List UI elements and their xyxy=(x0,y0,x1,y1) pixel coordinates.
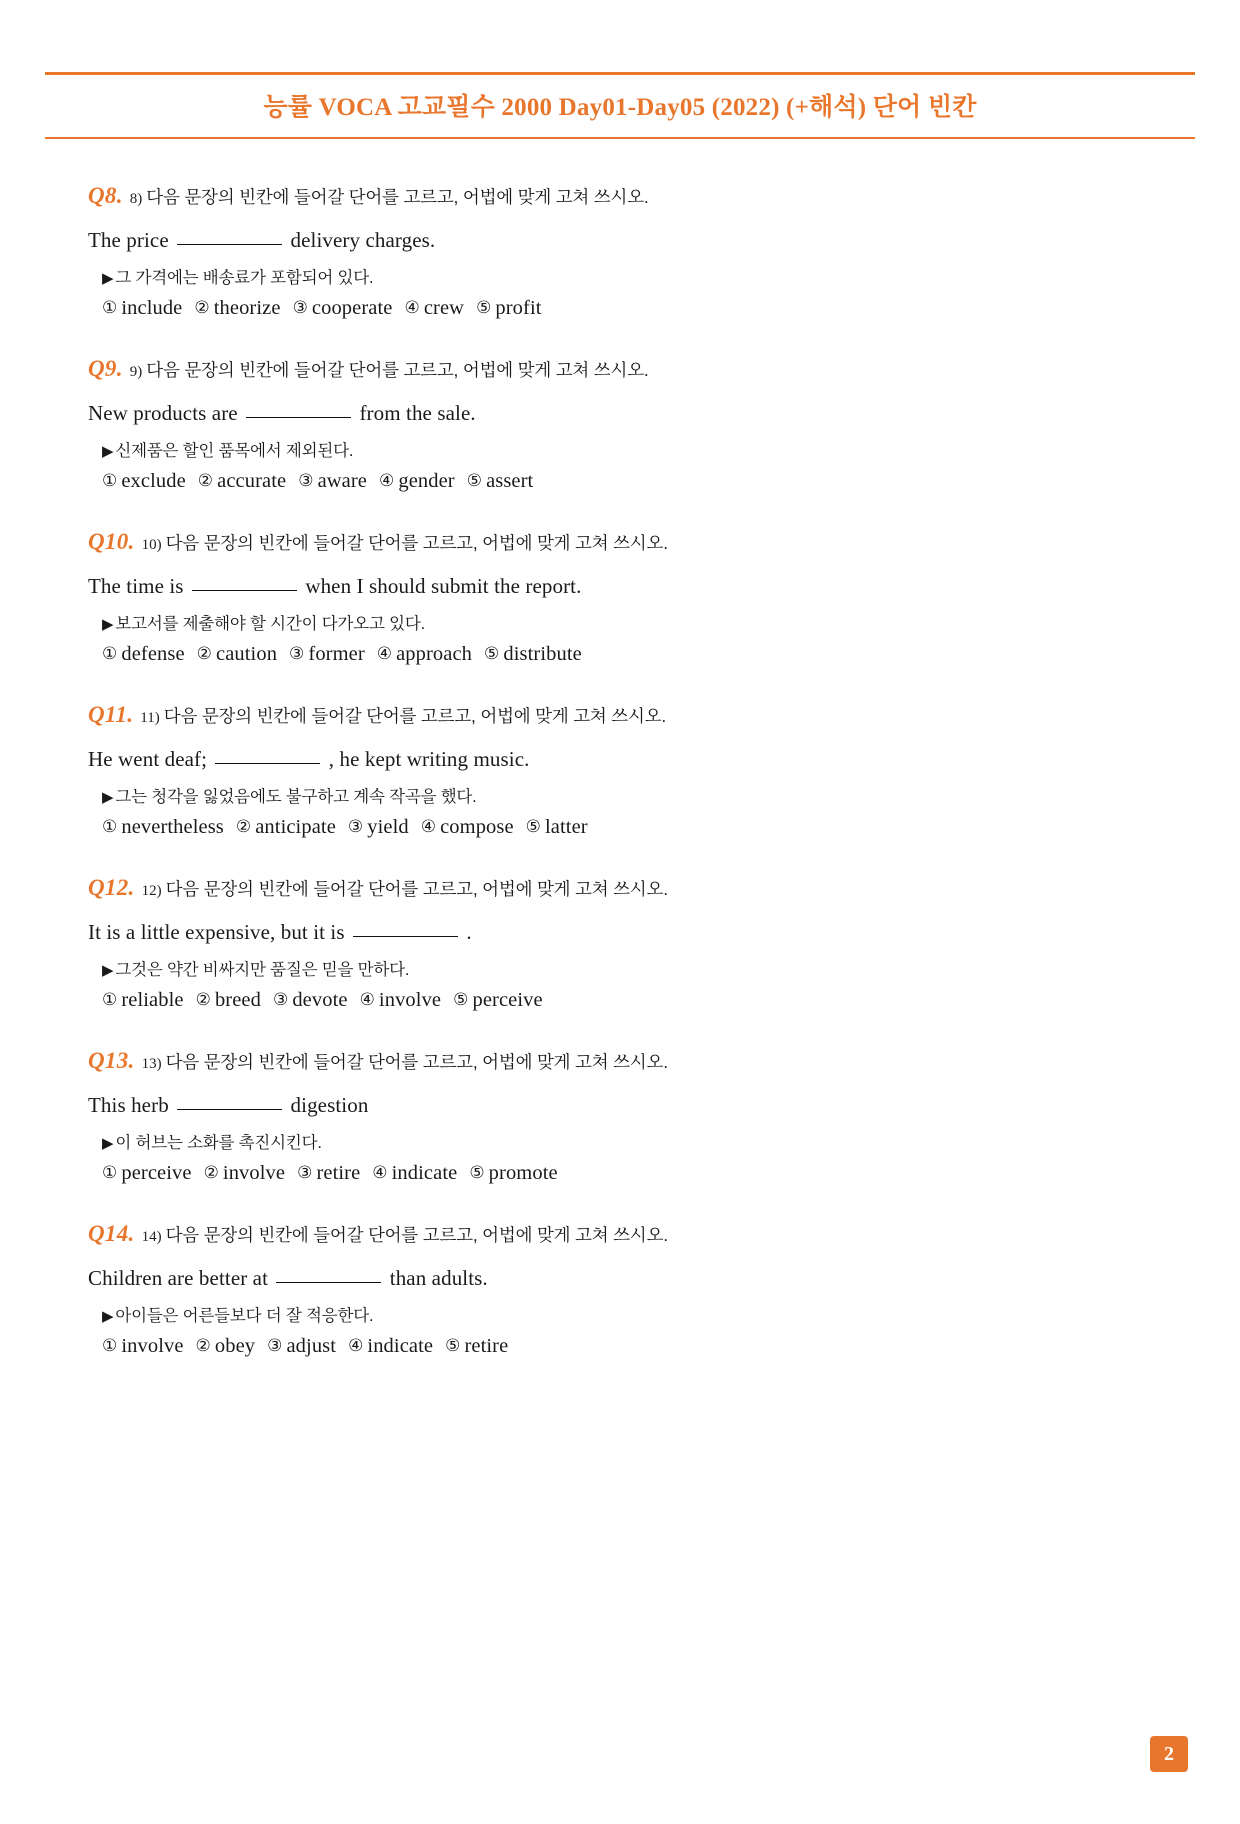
choice-marker: ① xyxy=(102,817,118,837)
choice-option[interactable] xyxy=(273,989,348,1011)
answer-blank[interactable] xyxy=(353,936,458,937)
choice-label: breed xyxy=(214,989,261,1012)
choices-row xyxy=(102,989,1152,1012)
sentence-after-blank: than adults. xyxy=(389,1265,488,1290)
choice-label: promote xyxy=(488,1162,558,1185)
question-item xyxy=(88,871,1152,1012)
choice-label: latter xyxy=(545,816,588,839)
question-sentence xyxy=(88,224,1152,257)
choice-marker: ③ xyxy=(292,298,308,318)
answer-blank[interactable] xyxy=(246,417,351,418)
choice-marker: ⑤ xyxy=(466,471,483,491)
choice-label: approach xyxy=(396,643,473,666)
sentence-before-blank: It is a little expensive, but it is xyxy=(88,919,345,944)
choice-option[interactable] xyxy=(298,470,367,492)
triangle-icon: ▶ xyxy=(102,616,114,634)
choice-label: former xyxy=(308,643,365,666)
question-item xyxy=(88,1217,1152,1358)
choice-option[interactable] xyxy=(377,643,472,665)
choice-marker: ③ xyxy=(289,644,305,664)
question-label: Q13. xyxy=(88,1048,135,1074)
question-translation xyxy=(102,783,1152,807)
choice-option[interactable] xyxy=(196,989,261,1011)
choice-label: perceive xyxy=(472,989,543,1012)
questions-list xyxy=(88,179,1152,1358)
choice-marker: ③ xyxy=(298,471,314,491)
question-item xyxy=(88,179,1152,320)
question-instruction: 다음 문장의 빈칸에 들어갈 단어를 고르고, 어법에 맞게 고쳐 쓰시오. xyxy=(165,1052,668,1073)
sentence-after-blank: digestion xyxy=(290,1092,369,1117)
question-translation xyxy=(102,610,1152,634)
triangle-icon: ▶ xyxy=(102,270,114,288)
choice-marker: ⑤ xyxy=(469,1163,485,1183)
question-number: 14) xyxy=(141,1229,162,1246)
choice-marker: ④ xyxy=(372,1163,388,1183)
sentence-before-blank: He went deaf; xyxy=(88,746,208,771)
sentence-before-blank: The price xyxy=(88,227,169,252)
choice-option[interactable] xyxy=(289,643,365,665)
choice-label: gender xyxy=(398,470,455,493)
question-sentence xyxy=(88,743,1152,776)
question-instruction: 다음 문장의 빈칸에 들어갈 단어를 고르고, 어법에 맞게 고쳐 쓰시오. xyxy=(165,1225,668,1246)
choice-label: indicate xyxy=(367,1335,434,1358)
question-label: Q11. xyxy=(88,702,134,728)
question-translation xyxy=(102,956,1152,980)
question-heading xyxy=(88,179,1152,214)
translation-text: 아이들은 어른들보다 더 잘 적응한다. xyxy=(115,1307,374,1326)
choice-label: anticipate xyxy=(255,816,336,839)
choice-marker: ⑤ xyxy=(453,990,469,1010)
choice-label: assert xyxy=(486,470,534,493)
question-item xyxy=(88,698,1152,839)
translation-text: 보고서를 제출해야 할 시간이 다가오고 있다. xyxy=(115,615,425,634)
choice-label: involve xyxy=(121,1335,184,1358)
choice-marker: ④ xyxy=(420,817,437,837)
choice-label: cooperate xyxy=(311,297,393,320)
choice-label: defense xyxy=(121,643,185,666)
document-page xyxy=(0,72,1240,1824)
choice-label: aware xyxy=(317,470,367,493)
question-number: 13) xyxy=(141,1056,162,1073)
question-heading xyxy=(88,525,1152,560)
choice-option[interactable] xyxy=(194,297,280,319)
choice-marker: ④ xyxy=(404,298,420,318)
choice-marker: ⑤ xyxy=(445,1336,461,1356)
question-label: Q8. xyxy=(88,183,123,208)
question-label: Q14. xyxy=(88,1221,135,1247)
translation-text: 그 가격에는 배송료가 포함되어 있다. xyxy=(115,269,374,288)
question-instruction: 다음 문장의 빈칸에 들어갈 단어를 고르고, 어법에 맞게 고쳐 쓰시오. xyxy=(163,706,667,727)
question-number: 12) xyxy=(141,883,162,900)
sentence-after-blank: , he kept writing music. xyxy=(328,746,530,771)
choice-option[interactable] xyxy=(453,989,543,1011)
question-translation xyxy=(102,1129,1152,1153)
question-number: 11) xyxy=(140,710,160,727)
triangle-icon: ▶ xyxy=(102,962,114,980)
choice-marker: ④ xyxy=(348,1336,364,1356)
choice-label: accurate xyxy=(217,470,287,493)
choice-marker: ① xyxy=(102,1336,118,1356)
choices-row xyxy=(102,1335,1152,1358)
choice-label: distribute xyxy=(503,643,582,666)
choice-option[interactable] xyxy=(102,989,184,1011)
question-item xyxy=(88,1044,1152,1185)
choice-option[interactable] xyxy=(197,643,277,665)
question-sentence xyxy=(88,1089,1152,1122)
choice-option[interactable] xyxy=(102,643,185,665)
sentence-before-blank: Children are better at xyxy=(88,1265,269,1290)
choice-label: exclude xyxy=(121,470,186,493)
triangle-icon: ▶ xyxy=(102,789,114,807)
choice-marker: ② xyxy=(235,817,252,837)
question-item xyxy=(88,352,1152,493)
choice-marker: ④ xyxy=(376,644,393,664)
question-heading xyxy=(88,871,1152,906)
sentence-before-blank: The time is xyxy=(88,573,184,598)
choice-label: yield xyxy=(367,816,409,839)
choice-option[interactable] xyxy=(379,470,455,492)
choice-marker: ② xyxy=(196,644,212,664)
choice-marker: ③ xyxy=(297,1163,313,1183)
question-sentence xyxy=(88,916,1152,949)
choice-marker: ⑤ xyxy=(476,298,492,318)
choice-marker: ② xyxy=(197,471,214,491)
question-label: Q12. xyxy=(88,875,135,901)
question-sentence xyxy=(88,1262,1152,1295)
triangle-icon: ▶ xyxy=(102,443,114,461)
document-header xyxy=(45,72,1195,139)
choice-label: indicate xyxy=(391,1162,458,1185)
choice-marker: ⑤ xyxy=(525,817,542,837)
question-sentence xyxy=(88,570,1152,603)
question-instruction: 다음 문장의 빈칸에 들어갈 단어를 고르고, 어법에 맞게 고쳐 쓰시오. xyxy=(146,187,649,207)
choice-label: involve xyxy=(222,1162,286,1185)
choice-option[interactable] xyxy=(476,297,542,319)
choice-label: perceive xyxy=(121,1162,192,1185)
question-sentence xyxy=(88,397,1152,430)
choice-option[interactable] xyxy=(348,816,409,838)
choice-option[interactable] xyxy=(102,816,224,838)
choice-option[interactable] xyxy=(267,1335,336,1357)
choice-option[interactable] xyxy=(348,1335,433,1357)
choice-label: caution xyxy=(216,643,278,666)
choices-row xyxy=(102,643,1152,666)
choices-row xyxy=(102,297,1152,320)
question-instruction: 다음 문장의 빈칸에 들어갈 단어를 고르고, 어법에 맞게 고쳐 쓰시오. xyxy=(165,879,668,900)
choice-option[interactable] xyxy=(360,989,442,1011)
choice-label: retire xyxy=(464,1335,509,1358)
answer-blank[interactable] xyxy=(192,590,297,591)
choice-label: nevertheless xyxy=(121,816,224,839)
choice-label: devote xyxy=(292,989,348,1012)
choice-label: reliable xyxy=(121,989,184,1012)
choice-option[interactable] xyxy=(204,1162,286,1184)
choice-label: retire xyxy=(316,1162,361,1185)
choice-option[interactable] xyxy=(484,643,582,665)
choice-marker: ① xyxy=(102,298,118,318)
sentence-after-blank: . xyxy=(466,919,472,944)
answer-blank[interactable] xyxy=(177,1109,282,1110)
choice-option[interactable] xyxy=(293,297,393,319)
question-number: 8) xyxy=(129,191,143,207)
question-heading xyxy=(88,1044,1152,1079)
question-translation xyxy=(102,437,1152,461)
choice-marker: ④ xyxy=(359,990,375,1010)
choices-row xyxy=(102,816,1152,839)
choice-marker: ⑤ xyxy=(484,644,500,664)
choice-option[interactable] xyxy=(404,297,464,319)
question-number: 9) xyxy=(129,364,143,381)
translation-text: 신제품은 할인 품목에서 제외된다. xyxy=(115,442,354,461)
page-number-badge: 2 xyxy=(1150,1736,1188,1772)
choice-option[interactable] xyxy=(196,1335,256,1357)
question-item xyxy=(88,525,1152,666)
answer-blank[interactable] xyxy=(177,244,282,245)
question-label: Q10. xyxy=(88,529,135,555)
choice-marker: ③ xyxy=(267,1336,283,1356)
sentence-after-blank: from the sale. xyxy=(359,400,476,425)
question-heading xyxy=(88,352,1152,387)
choice-marker: ③ xyxy=(347,817,364,837)
choice-label: include xyxy=(121,297,183,320)
choice-option[interactable] xyxy=(102,1162,192,1184)
choice-option[interactable] xyxy=(102,470,186,492)
choice-label: obey xyxy=(214,1335,256,1358)
choice-marker: ① xyxy=(102,644,118,664)
choice-option[interactable] xyxy=(467,470,534,492)
question-heading xyxy=(88,1217,1152,1252)
choice-marker: ① xyxy=(102,1163,118,1183)
choices-row xyxy=(102,470,1152,493)
translation-text: 그는 청각을 잃었음에도 불구하고 계속 작곡을 했다. xyxy=(115,788,477,807)
choice-option[interactable] xyxy=(102,1335,184,1357)
choice-label: profit xyxy=(495,297,542,320)
translation-text: 그것은 약간 비싸지만 품질은 믿을 만하다. xyxy=(115,961,410,980)
choice-option[interactable] xyxy=(198,470,286,492)
question-label: Q9. xyxy=(88,356,123,382)
question-translation xyxy=(102,1302,1152,1326)
choice-option[interactable] xyxy=(421,816,514,838)
answer-blank[interactable] xyxy=(276,1282,381,1283)
choice-marker: ③ xyxy=(272,990,289,1010)
choice-marker: ② xyxy=(195,1336,211,1356)
choice-option[interactable] xyxy=(469,1162,557,1184)
choice-label: involve xyxy=(378,989,442,1012)
choice-option[interactable] xyxy=(526,816,588,838)
choices-row xyxy=(102,1162,1152,1185)
choice-option[interactable] xyxy=(445,1335,508,1357)
choice-marker: ① xyxy=(102,990,118,1010)
answer-blank[interactable] xyxy=(215,763,320,764)
choice-marker: ② xyxy=(195,990,211,1010)
sentence-after-blank: when I should submit the report. xyxy=(305,573,582,598)
choice-label: theorize xyxy=(213,297,281,320)
question-number: 10) xyxy=(141,537,162,554)
choice-option[interactable] xyxy=(102,297,182,319)
choice-option[interactable] xyxy=(236,816,336,838)
question-instruction: 다음 문장의 빈칸에 들어갈 단어를 고르고, 어법에 맞게 고쳐 쓰시오. xyxy=(165,533,668,554)
choice-marker: ① xyxy=(102,471,118,491)
choice-label: crew xyxy=(423,297,465,320)
choice-marker: ④ xyxy=(379,471,395,491)
choice-marker: ② xyxy=(203,1163,219,1183)
question-heading xyxy=(88,698,1152,733)
sentence-after-blank: delivery charges. xyxy=(290,227,436,252)
question-translation xyxy=(102,264,1152,288)
question-instruction: 다음 문장의 빈칸에 들어갈 단어를 고르고, 어법에 맞게 고쳐 쓰시오. xyxy=(146,360,649,381)
translation-text: 이 허브는 소화를 촉진시킨다. xyxy=(115,1134,322,1153)
choice-option[interactable] xyxy=(372,1162,457,1184)
triangle-icon: ▶ xyxy=(102,1308,114,1326)
sentence-before-blank: This herb xyxy=(88,1092,169,1117)
page-title: 능률 VOCA 고교필수 2000 Day01-Day05 (2022) (+해석) 단어 빈칸 xyxy=(263,94,977,121)
sentence-before-blank: New products are xyxy=(88,400,238,425)
choice-option[interactable] xyxy=(297,1162,360,1184)
choice-label: compose xyxy=(440,816,514,839)
triangle-icon: ▶ xyxy=(102,1135,114,1153)
choice-marker: ② xyxy=(194,298,210,318)
choice-label: adjust xyxy=(286,1335,337,1358)
